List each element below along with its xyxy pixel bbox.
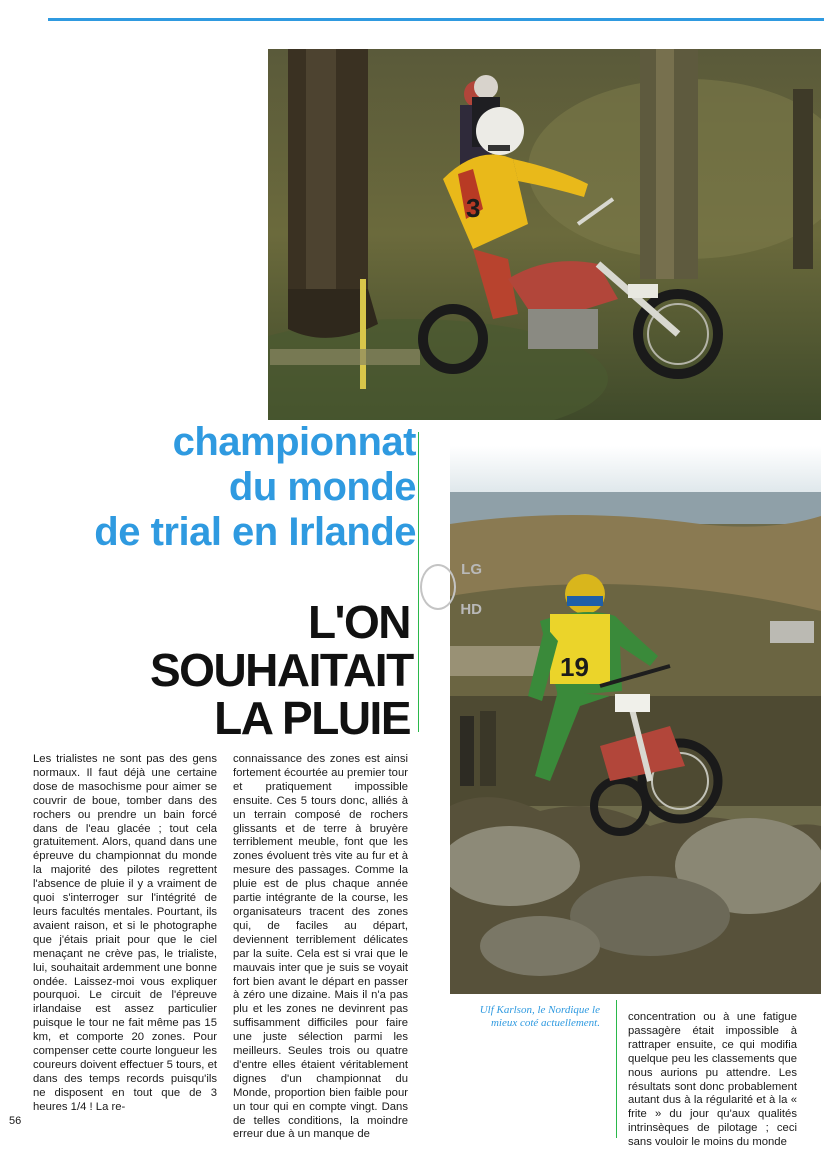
body-column-2: connaissance des zones est ainsi fortement écourtée au premier tour et pratiquement impossible ensuite. Ces 5 tours donc, alliés à un terrain composé de rochers glissants et de terre à bruyère terriblement meuble, font que les zones évoluent très vite au fur et à mesure des passages. Comme la pluie est de plus chaque année partie intégrante de la course, les organisateurs tracent des zones qui, de faciles au départ, deviennent terriblement délicates par la suite. Cela est si vrai que le mauvais inter que je suis se voyait fort bien avant le départ en passer à zéro une dizaine. Mais il n'a pas plu et les zones ne devinrent pas suffisamment difficiles pour faire une juste sélection parmi les meilleurs. Seules trois ou quatre d'entre elles étaient véritablement dignes d'un championnat du Monde, proportion bien faible pour un tour qui en compte vingt. Dans de telles conditions, la moindre erreur due à un manque de [233, 753, 408, 1141]
article-headline [150, 596, 413, 744]
body-column-1: Les trialistes ne sont pas des gens normaux. Il faut déjà une certaine dose de masochisme pour aimer se couvrir de boue, tomber dans des rochers ou prendre un bain forcé dans de l'eau glacée ; tout cela gratuitement. Alors, quand dans une épreuve du championnat du monde la majorité des pilotes regrettent l'absence de pluie il y a vraiment de quoi s'interroger sur l'intégrité de leurs facultés mentales. Pourtant, ils avaient raison, et si le photographe que j'étais priait pour que le ciel menaçant ne crève pas, le trialiste, lui, souhaitait ardemment une bonne ondée. Laissez-moi vous expliquer pourquoi. Le circuit de l'épreuve irlandaise est assez particulier puisque le tour ne fait même pas 15 km, et comporte 20 zones. Pour compenser cette courte longueur les coureurs doivent effectuer 5 tours, et dans des temps records puisqu'ils ne disposent en tout que de 3 heures 1/4 ! La re- [33, 753, 217, 1113]
headline-line-3: LA PLUIE [214, 692, 410, 744]
page-number: 56 [9, 1115, 22, 1127]
photo-forest-rider [268, 49, 821, 420]
watermark-line-2: HD [460, 601, 482, 618]
forest-rider-illustration [268, 49, 821, 420]
title-line-3: de trial en Irlande [94, 510, 416, 554]
article-title [30, 420, 416, 555]
top-rule [48, 18, 824, 21]
title-line-2: du monde [228, 465, 416, 509]
watermark-line-1: LG [461, 561, 482, 578]
rider-number-top: 3 [466, 193, 481, 223]
watermark-spacer [418, 580, 482, 600]
photo-rocky-rider [450, 446, 821, 994]
rider-number-right: 19 [560, 652, 589, 682]
green-rule-caption [616, 1000, 617, 1138]
headline-line-1: L'ON [307, 596, 410, 648]
headline-line-2: SOUHAITAIT [150, 644, 413, 696]
body-column-3: concentration ou à une fatigue passagère était impossible à rattraper ensuite, ce qui modifia quelque peu les classements que nous aurions pu attendre. Les résultats sont donc probablement autant dus à la régularité et à la « frite » du jour qu'aux qualités intrinsèques de pilotage ; ceci sans vouloir le moins du monde [628, 1011, 797, 1149]
rocky-rider-illustration [450, 446, 821, 994]
watermark-logo [418, 560, 482, 626]
photo-caption: Ulf Karlson, le Nordique le mieux coté actuellement. [479, 1004, 600, 1029]
title-line-1: championnat [172, 420, 416, 464]
